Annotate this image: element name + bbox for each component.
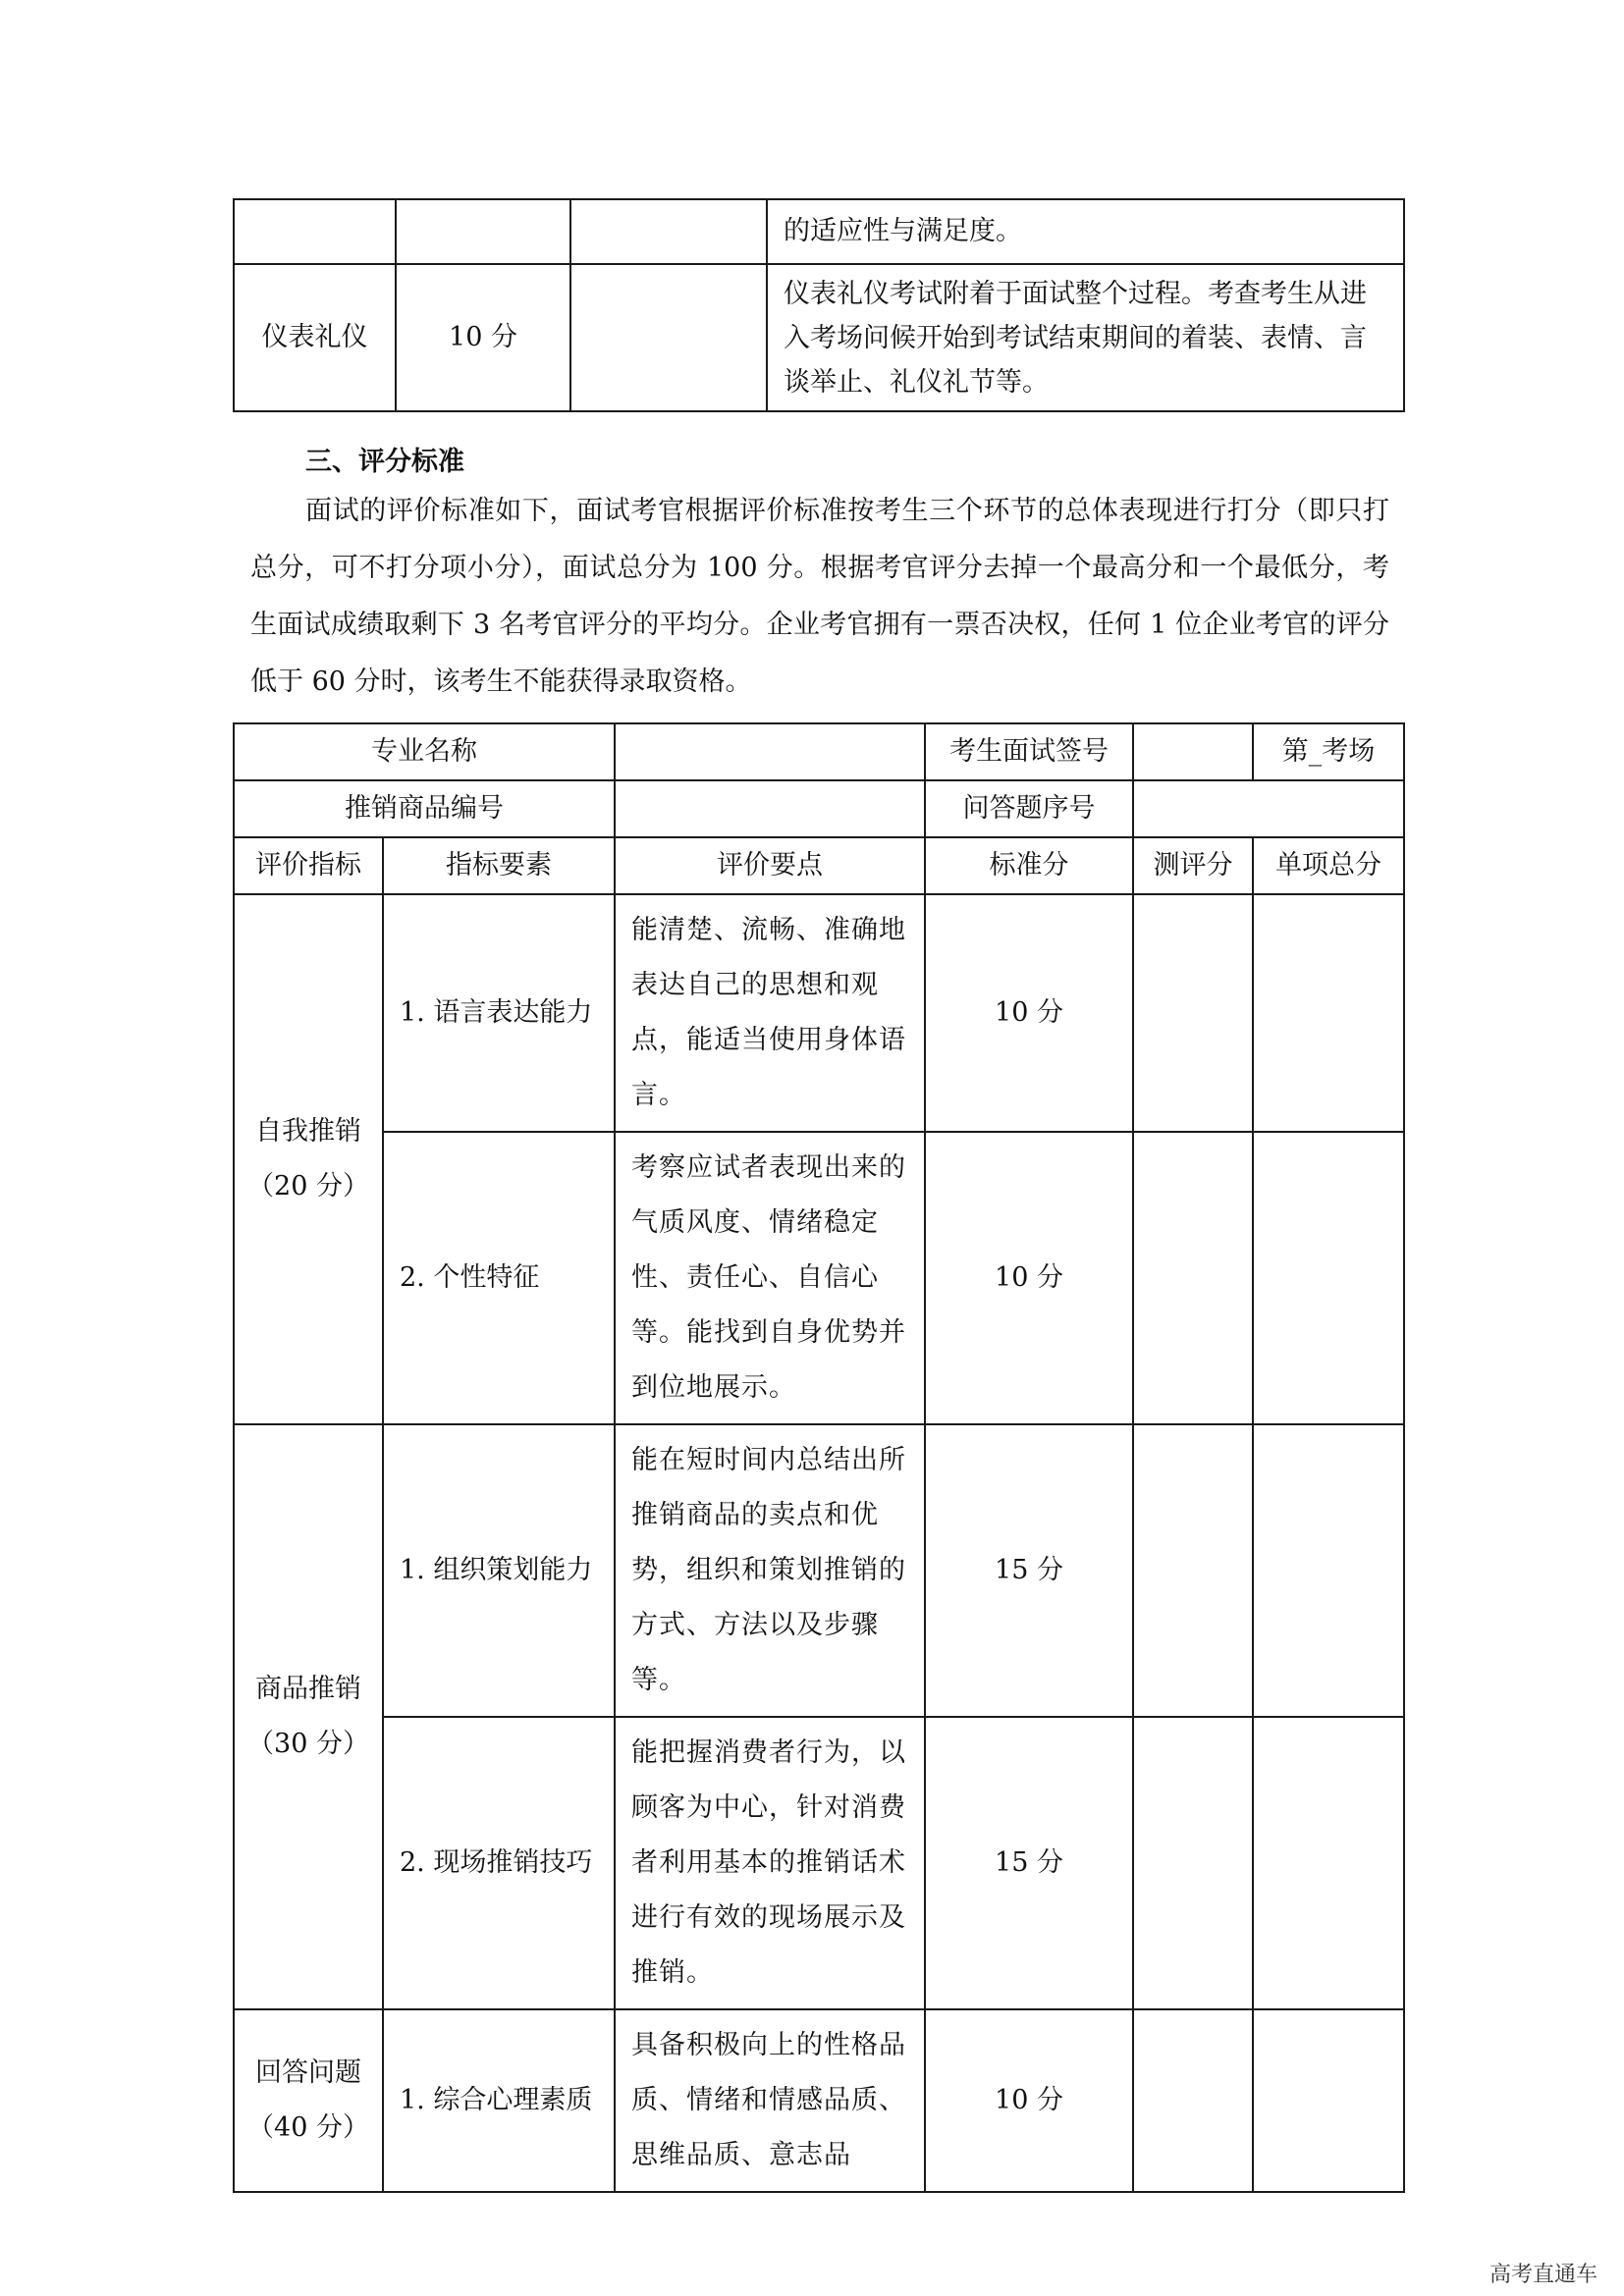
major-name-label: 专业名称: [234, 723, 615, 780]
indicator-cell: [234, 894, 383, 1424]
indicator-score: （40 分）: [247, 2112, 369, 2143]
table-row: [234, 1424, 1404, 1717]
question-no-value[interactable]: [1133, 780, 1404, 837]
question-no-label: 问答题序号: [925, 780, 1133, 837]
header-row-major: [234, 723, 1404, 780]
table-row: [234, 2009, 1404, 2192]
element-cell: 2. 现场推销技巧: [383, 1717, 615, 2009]
item-total[interactable]: [1253, 1424, 1404, 1717]
table-row: [234, 1717, 1404, 2009]
product-no-value[interactable]: [615, 780, 925, 837]
measured-score[interactable]: [1133, 1717, 1253, 2009]
indicator-name: 自我推销: [255, 1116, 361, 1147]
column-header: 测评分: [1133, 837, 1253, 894]
indicator-score: （20 分）: [247, 1171, 369, 1201]
standard-score: 10 分: [925, 2009, 1133, 2192]
item-total[interactable]: [1253, 2009, 1404, 2192]
criteria-description: 的适应性与满足度。: [767, 199, 1404, 264]
criteria-score: 10 分: [396, 264, 570, 411]
column-header: 单项总分: [1253, 837, 1404, 894]
indicator-cell: [234, 2009, 383, 2192]
standard-score: 15 分: [925, 1424, 1133, 1717]
empty-cell: [234, 199, 396, 264]
item-total[interactable]: [1253, 1132, 1404, 1424]
evaluation-points: 能把握消费者行为，以顾客为中心，针对消费者利用基本的推销话术进行有效的现场展示及推销。: [615, 1717, 925, 2009]
item-total[interactable]: [1253, 894, 1404, 1132]
section-heading: 三、评分标准: [305, 447, 464, 477]
element-cell: 1. 组织策划能力: [383, 1424, 615, 1717]
top-criteria-table: [233, 198, 1405, 412]
evaluation-points: 具备积极向上的性格品质、情绪和情感品质、思维品质、意志品: [615, 2009, 925, 2192]
watermark-text: 高考直通车: [1489, 2263, 1598, 2287]
measured-score[interactable]: [1133, 1132, 1253, 1424]
empty-cell: [396, 199, 570, 264]
measured-score[interactable]: [1133, 1424, 1253, 1717]
indicator-name: 回答问题: [255, 2057, 361, 2088]
standard-score: 15 分: [925, 1717, 1133, 2009]
header-row-product: [234, 780, 1404, 837]
measured-score[interactable]: [1133, 894, 1253, 1132]
criteria-description: 仪表礼仪考试附着于面试整个过程。考查考生从进入考场问候开始到考试结束期间的着装、表情、言谈举止、礼仪礼节等。: [767, 264, 1404, 411]
column-header: 指标要素: [383, 837, 615, 894]
paragraph-text: 面试的评价标准如下，面试考官根据评价标准按考生三个环节的总体表现进行打分（即只打总分，可不打分项小分），面试总分为 100 分。根据考官评分去掉一个最高分和一个最低分，考生面试成绩取剩下 3 名考官评分的平均分。企业考官拥有一票否决权，任何 1 位企业考官的评分低于 60 分时，该考生不能获得录取资格。: [250, 496, 1389, 697]
evaluation-points: 能清楚、流畅、准确地表达自己的思想和观点，能适当使用身体语言。: [615, 894, 925, 1132]
element-cell: 2. 个性特征: [383, 1132, 615, 1424]
top-table-row: [234, 199, 1404, 264]
item-total[interactable]: [1253, 1717, 1404, 2009]
table-row: [234, 1132, 1404, 1424]
sign-no-value[interactable]: [1133, 723, 1253, 780]
scoring-table: [233, 722, 1405, 2193]
empty-cell: [570, 199, 767, 264]
sign-no-label: 考生面试签号: [925, 723, 1133, 780]
column-header-row: [234, 837, 1404, 894]
measured-score[interactable]: [1133, 2009, 1253, 2192]
element-cell: 1. 综合心理素质: [383, 2009, 615, 2192]
exam-room-label: 第_考场: [1253, 723, 1404, 780]
evaluation-points: 能在短时间内总结出所推销商品的卖点和优势，组织和策划推销的方式、方法以及步骤等。: [615, 1424, 925, 1717]
indicator-name: 商品推销: [255, 1674, 361, 1704]
indicator-cell: [234, 1424, 383, 2009]
column-header: 评价要点: [615, 837, 925, 894]
section-paragraph: [250, 483, 1389, 711]
product-no-label: 推销商品编号: [234, 780, 615, 837]
column-header: 标准分: [925, 837, 1133, 894]
major-name-value[interactable]: [615, 723, 925, 780]
element-cell: 1. 语言表达能力: [383, 894, 615, 1132]
indicator-score: （30 分）: [247, 1729, 369, 1759]
evaluation-points: 考察应试者表现出来的气质风度、情绪稳定性、责任心、自信心等。能找到自身优势并到位地展示。: [615, 1132, 925, 1424]
column-header: 评价指标: [234, 837, 383, 894]
standard-score: 10 分: [925, 1132, 1133, 1424]
standard-score: 10 分: [925, 894, 1133, 1132]
top-table-row: [234, 264, 1404, 411]
criteria-item: 仪表礼仪: [234, 264, 396, 411]
empty-cell: [570, 264, 767, 411]
table-row: [234, 894, 1404, 1132]
